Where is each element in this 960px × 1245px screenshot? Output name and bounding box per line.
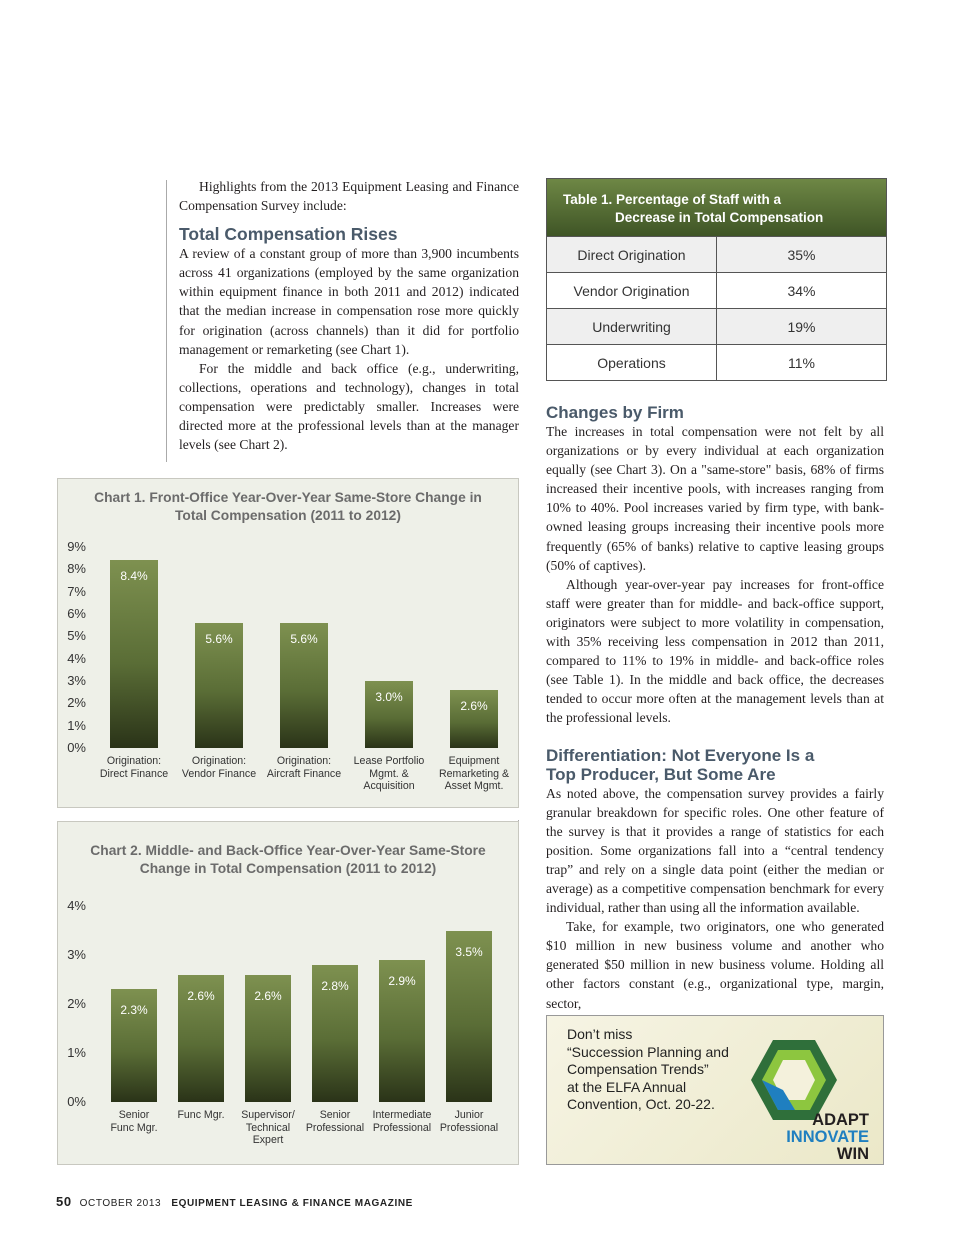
ad-line: Compensation Trends” [567,1061,709,1077]
issue-date: OCTOBER 2013 [79,1198,162,1209]
table-1 [546,178,887,381]
x-category-line: Func Mgr. [110,1121,158,1134]
row-label: Underwriting [547,309,717,344]
row-value: 35% [787,246,816,263]
x-category-label [174,755,264,780]
x-category-label [424,1109,514,1134]
ad-line: Don’t miss [567,1026,633,1042]
x-category-line: Senior [319,1109,351,1121]
ad-word-win: WIN [836,1145,869,1163]
y-tick-label: 3% [67,673,86,688]
x-category-label [259,755,349,780]
y-tick-label: 1% [67,717,86,733]
convention-ad[interactable] [546,1015,884,1165]
bar-data-label: 2.9% [388,973,416,988]
bar-data-label: 3.5% [455,944,483,959]
section3-title-line-1: Differentiation: Not Everyone Is a [546,745,815,765]
ad-line: “Succession Planning and [567,1043,729,1060]
y-tick-label: 0% [67,740,86,755]
column-rule-top [166,180,167,462]
table-1-title [547,179,886,236]
x-category-line: Func Mgr. [177,1109,225,1121]
section3-paragraph-2: Take, for example, two originators, one who generated $10 million in new business volume and another who generated $50 million in new business volume. Holding all other factors constant (e.g., organizational type, margin, sector, [546,919,884,1011]
row-value: 11% [788,354,815,371]
section-title-differentiation [546,746,884,784]
bar-data-label: 2.3% [120,1003,148,1018]
section3-paragraph-1: As noted above, the compensation survey provides a fairly granular breakdown for specific roles. One other feature of the survey is that it provides a range of statistics for each position. Some organizations fall into a “central tendency trap” and rely on a single data point (either the median or average) as a competitive compensation benchmark for every individual, rather than using all the information available. [546,785,884,916]
row-label: Vendor Origination [547,273,717,308]
bar-data-label: 5.6% [290,631,318,646]
x-category-line: Asset Mgmt. [444,780,504,792]
table-row [547,236,886,272]
x-category-line: Direct Finance [99,767,169,780]
row-value: 34% [787,282,816,299]
bar-data-label: 8.4% [120,569,148,584]
chart-2-title-line-2: Change in Total Compensation (2011 to 2012) [139,861,437,876]
x-category-line: Professional [439,1121,499,1134]
chart-bar [110,560,158,748]
row-value: 19% [787,318,816,335]
x-category-line: Vendor Finance [181,767,257,780]
x-category-line: Equipment [448,755,500,767]
y-tick-label: 7% [67,583,86,599]
ad-word-adapt: ADAPT [812,1111,869,1129]
bar-data-label: 2.6% [187,988,215,1003]
x-category-line: Remarketing & [438,767,510,780]
ad-line: Convention, Oct. 20-22. [567,1096,715,1112]
page-number: 50 [56,1194,72,1209]
x-category-line: Expert [252,1134,284,1146]
section-title-total-compensation: Total Compensation Rises [179,224,398,245]
chart-1-title-line-2: Total Compensation (2011 to 2012) [175,508,401,523]
x-category-line: Acquisition [363,780,415,792]
y-tick-label: 0% [67,1094,86,1109]
page-footer [56,1194,413,1209]
x-category-line: Origination: [106,755,162,767]
table-row [547,272,886,308]
section2-paragraph-1: The increases in total compensation were not felt by all organizations or by every individual at each organization equally (see Chart 3). On a "same-store" basis, 68% of firms increased their incentive pools, with increases ranging from 10% to 40%. Pool increases varied by firm type, with bank-owned leasing groups increasing their incentive pools more frequently (65% of banks) relative to captive leasing groups (50% of captives). [546,424,884,573]
magazine-name: EQUIPMENT LEASING & FINANCE MAGAZINE [171,1198,413,1209]
chart-1-title [58,489,518,525]
intro-lead: Highlights from the 2013 Equipment Leasing and Finance Compensation Survey include: [179,179,519,214]
intro-column [179,177,519,454]
x-category-line: Origination: [191,755,247,767]
x-category-line: Supervisor/ [241,1109,295,1121]
x-category-line: Aircraft Finance [266,767,342,780]
y-tick-label: 5% [67,628,86,644]
y-tick-label: 2% [67,996,86,1011]
section1-paragraph-1: A review of a constant group of more than 3,900 incumbents across 41 organizations (employed by the same organization within equipment finance in both 2011 and 2012) indicated that the median increase in compensation rose more quickly for origination (across channels) than it did for portfolio management or remarketing (see Chart 1). [179,246,519,357]
chart-2-title-line-1: Chart 2. Middle- and Back-Office Year-Over-Year Same-Store [90,843,486,858]
row-label: Direct Origination [547,237,717,272]
x-category-line: Senior [118,1109,150,1121]
x-category-line: Origination: [276,755,332,767]
table-row [547,344,886,380]
ad-line: at the ELFA Annual [567,1078,687,1095]
x-category-label [89,755,179,780]
y-tick-label: 1% [67,1045,86,1060]
x-category-label [344,755,434,793]
chart-2 [57,821,519,1165]
bar-data-label: 2.6% [460,698,488,713]
y-tick-label: 9% [67,539,86,554]
x-category-line: Lease Portfolio [353,755,425,767]
table-1-title-line-1: Table 1. Percentage of Staff with a [563,192,782,207]
table-row [547,308,886,344]
section3-title-line-2: Top Producer, But Some Are [546,764,776,784]
bar-data-label: 2.6% [254,988,282,1003]
section2-paragraph-2: Although year-over-year pay increases for front-office staff were greater than for middle- and back-office support, originators were subject to more volatility in compensation, with 35% receiving less compensation in 2012 than 2011, compared to 11% to 19% in middle- and back-office roles (see Table 1). In the middle and back office, the decreases tended to occur more often at the management levels than at the professional levels. [546,576,884,726]
y-tick-label: 4% [67,650,86,666]
y-tick-label: 6% [67,606,86,621]
chart-1 [57,478,519,808]
table-1-title-line-2: Decrease in Total Compensation [615,210,824,225]
chart-2-title [58,842,518,878]
section1-paragraph-2: For the middle and back office (e.g., underwriting, collections, operations and technology), changes in total compensation were predictably smaller. Increases were directed more at the professional levels than at the manager levels (see Chart 2). [179,360,519,453]
x-category-line: Professional [372,1121,432,1134]
x-category-line: Junior [454,1109,484,1121]
bar-data-label: 2.8% [321,978,349,993]
ad-word-innovate: INNOVATE [786,1128,869,1146]
y-tick-label: 4% [67,898,86,913]
y-tick-label: 3% [67,947,86,962]
right-column [546,403,884,1013]
ad-text [567,1026,729,1114]
x-category-line: Intermediate [372,1109,432,1121]
x-category-line: Mgmt. & [369,767,409,780]
bar-data-label: 5.6% [205,631,233,646]
x-category-line: Technical [245,1121,291,1134]
x-category-line: Professional [305,1121,365,1134]
section-title-changes-by-firm: Changes by Firm [546,403,684,422]
y-tick-label: 8% [67,561,86,577]
row-label: Operations [547,345,717,380]
bar-data-label: 3.0% [375,690,403,704]
chart-1-title-line-1: Chart 1. Front-Office Year-Over-Year Same-Store Change in [94,490,482,505]
y-tick-label: 2% [67,695,86,711]
x-category-label [429,755,519,793]
